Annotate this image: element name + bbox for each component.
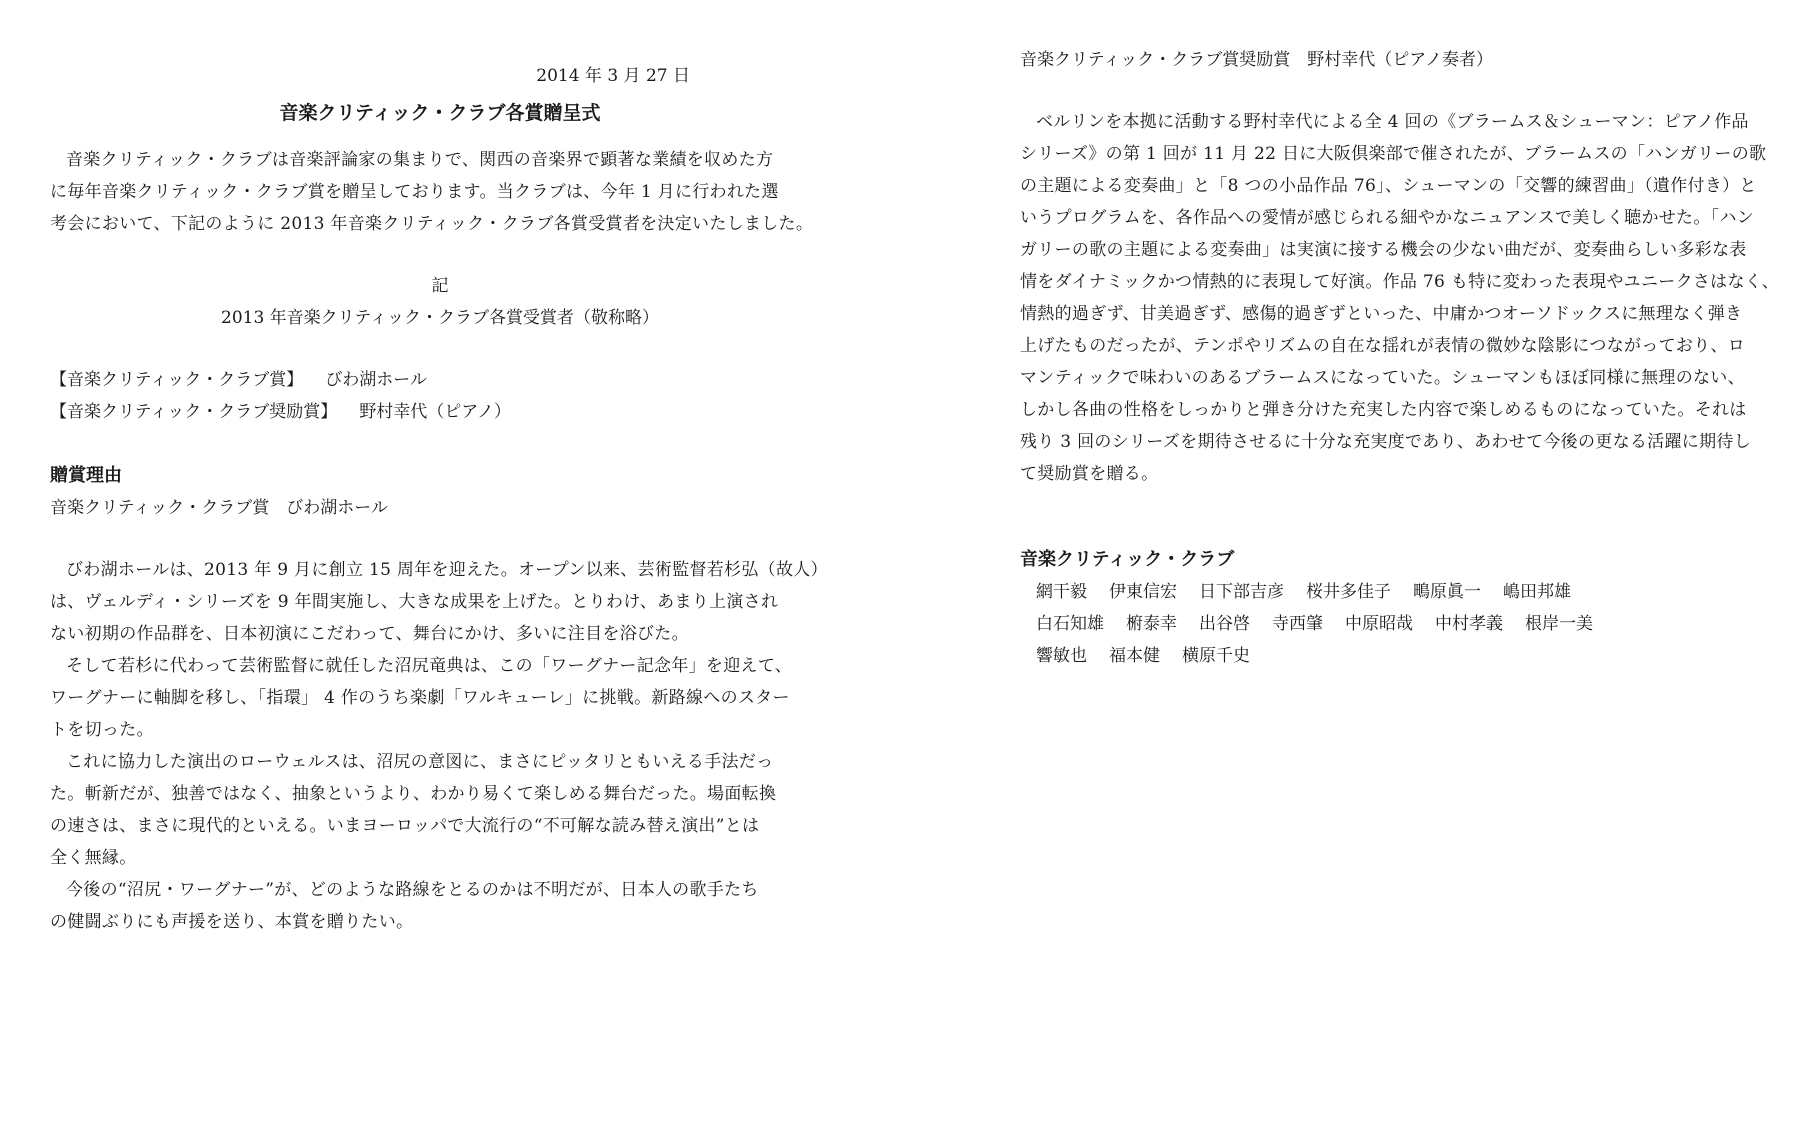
body-line: た。斬新だが、独善ではなく、抽象というより、わかり易くて楽しめる舞台だった。場面転換 (50, 784, 777, 804)
member-name: 出谷啓 (1199, 614, 1250, 634)
body-line: の健闘ぶりにも声援を送り、本賞を贈りたい。 (50, 912, 414, 932)
member-name: 日下部吉彦 (1199, 582, 1284, 602)
member-name: 中原昭哉 (1345, 614, 1413, 634)
member-name: 寺西肇 (1272, 614, 1323, 634)
body-line: びわ湖ホールは、2013 年 9 月に創立 15 周年を迎えた。オープン以来、芸術監督若杉弘（故人） (66, 560, 828, 580)
member-name: 嶋田邦雄 (1503, 582, 1571, 602)
member-name: 桜井多佳子 (1306, 582, 1391, 602)
body-line: の速さは、まさに現代的といえる。いまヨーロッパで大流行の“不可解な読み替え演出”とは (50, 816, 760, 836)
body-line: て奨励賞を贈る。 (1020, 464, 1159, 484)
member-name: 横原千史 (1182, 646, 1250, 666)
body-line: 情熱的過ぎず、甘美過ぎず、感傷的過ぎずといった、中庸かつオーソドックスに無理なく弾き (1020, 304, 1743, 324)
body-line: ベルリンを本拠に活動する野村幸代による全 4 回の《ブラームス＆シューマン：ピアノ作品 (1036, 112, 1749, 132)
body-line: の主題による変奏曲」と「8 つの小品作品 76」、シューマンの「交響的練習曲」（遺作付き）と (1020, 176, 1757, 196)
award-recipient: 野村幸代（ピアノ） (359, 402, 511, 422)
award-row (50, 402, 511, 422)
winners-heading: 2013 年音楽クリティック・クラブ各賞受賞者（敬称略） (221, 308, 659, 328)
body-line: そして若杉に代わって芸術監督に就任した沼尻竜典は、この「ワーグナー記念年」を迎えて、 (66, 656, 793, 676)
member-row (1036, 614, 1615, 634)
left-page: 2014 年 3 月 27 日 音楽クリティック・クラブ各賞贈呈式 音楽クリティック・クラブは音楽評論家の集まりで、関西の音楽界で顕著な業績を収めた方 に毎年音楽クリティック・クラブ賞を贈呈しております。当クラブは、今年 1 月に行われた選 考会において、下記のように 2013 年音楽クリティック・クラブ各賞受賞者を決定いたしました。 記 2013 年音楽クリティック・クラブ各賞受賞者（敬称略） 【音楽クリティック・クラブ賞】 びわ湖ホール 【音楽クリティック・クラブ奨励賞】 野村幸代（ピアノ） 贈賞理由 音楽クリティック・クラブ賞 びわ湖ホール びわ湖ホールは、2013 年 9 月に創立 15 周年を迎えた。オープン以来、芸術監督若杉弘（故人） は、ヴェルディ・シリーズを 9 年間実施し、大きな成果を上げた。とりわけ、あまり上演され ない初期の作品群を、日本初演にこだわって、舞台にかけ、多いに注目を浴びた。 そして若杉に代わって芸術監督に就任した沼尻竜典は、この「ワーグナー記念年」を迎えて、 ワーグナーに軸脚を移し、「指環」 4 作のうち楽劇「ワルキューレ」に挑戦。新路線へのスター トを切った。 これに協力した演出のローウェルスは、沼尻の意図に、まさにピッタリともいえる手法だっ た。斬新だが、独善ではなく、抽象というより、わかり易くて楽しめる舞台だった。場面転換 の速さは、まさに現代的といえる。いまヨーロッパで大流行の“不可解な読み替え演出”とは 全く無縁。 今後の“沼尻・ワーグナー”が、どのような路線をとるのかは不明だが、日本人の歌手たち の健闘ぶりにも声援を送り、本賞を贈りたい。 (0, 0, 880, 1130)
body-line: マンティックで味わいのあるブラームスになっていた。シューマンもほぼ同様に無理のない、 (1020, 368, 1745, 388)
body-line: 今後の“沼尻・ワーグナー”が、どのような路線をとるのかは不明だが、日本人の歌手たち (66, 880, 759, 900)
body-line: これに協力した演出のローウェルスは、沼尻の意図に、まさにピッタリともいえる手法だっ (66, 752, 774, 772)
member-name: 根岸一美 (1525, 614, 1593, 634)
right-page (960, 0, 1800, 1130)
ki-label: 記 (431, 276, 449, 296)
body-line: しかし各曲の性格をしっかりと弾き分けた充実した内容で楽しめるものになっていた。それは (1020, 400, 1747, 420)
reason-subheading: 音楽クリティック・クラブ賞 びわ湖ホール (50, 498, 388, 518)
award-name: 【音楽クリティック・クラブ奨励賞】 (50, 402, 338, 422)
body-line: ない初期の作品群を、日本初演にこだわって、舞台にかけ、多いに注目を浴びた。 (50, 624, 689, 644)
intro-line: 考会において、下記のように 2013 年音楽クリティック・クラブ各賞受賞者を決定いたしました。 (50, 214, 814, 234)
reason-heading: 贈賞理由 (50, 465, 122, 486)
body-line: いうプログラムを、各作品への愛情が感じられる細やかなニュアンスで美しく聴かせた。「ハン (1020, 208, 1755, 228)
award-recipient: びわ湖ホール (325, 370, 427, 390)
member-name: 椨泰幸 (1126, 614, 1177, 634)
member-row (1036, 582, 1593, 602)
award-name: 【音楽クリティック・クラブ賞】 (50, 370, 304, 390)
intro-line: に毎年音楽クリティック・クラブ賞を贈呈しております。当クラブは、今年 1 月に行われた選 (50, 182, 779, 202)
member-name: 中村孝義 (1435, 614, 1503, 634)
member-row (1036, 646, 1272, 666)
body-line: ガリーの歌の主題による変奏曲」は実演に接する機会の少ない曲だが、変奏曲らしい多彩な表 (1020, 240, 1747, 260)
body-line: ワーグナーに軸脚を移し、「指環」 4 作のうち楽劇「ワルキューレ」に挑戦。新路線へのスター (50, 688, 790, 708)
document-title: 音楽クリティック・クラブ各賞贈呈式 (279, 102, 601, 124)
member-name: 鴫原眞一 (1413, 582, 1481, 602)
member-name: 白石知雄 (1036, 614, 1104, 634)
member-name: 網干毅 (1036, 582, 1087, 602)
body-line: は、ヴェルディ・シリーズを 9 年間実施し、大きな成果を上げた。とりわけ、あまり上演され (50, 592, 779, 612)
encouragement-award-line: 音楽クリティック・クラブ賞奨励賞 野村幸代（ピアノ奏者） (1020, 50, 1493, 70)
award-row (50, 370, 427, 390)
body-line: 残り 3 回のシリーズを期待させるに十分な充実度であり、あわせて今後の更なる活躍に期待し (1020, 432, 1751, 452)
body-line: 情をダイナミックかつ情熱的に表現して好演。作品 76 も特に変わった表現やユニークさはなく、 (1020, 272, 1780, 292)
intro-line: 音楽クリティック・クラブは音楽評論家の集まりで、関西の音楽界で顕著な業績を収めた方 (66, 150, 774, 170)
body-line: 全く無縁。 (50, 848, 137, 868)
member-name: 響敏也 (1036, 646, 1087, 666)
member-name: 福本健 (1109, 646, 1160, 666)
body-line: シリーズ》の第 1 回が 11 月 22 日に大阪倶楽部で催されたが、ブラームスの「ハンガリーの歌 (1020, 144, 1767, 164)
club-heading: 音楽クリティック・クラブ (1020, 549, 1235, 570)
body-line: トを切った。 (50, 720, 154, 740)
member-name: 伊東信宏 (1109, 582, 1177, 602)
body-line: 上げたものだったが、テンポやリズムの自在な揺れが表情の微妙な陰影につながっており、ロ (1020, 336, 1746, 356)
